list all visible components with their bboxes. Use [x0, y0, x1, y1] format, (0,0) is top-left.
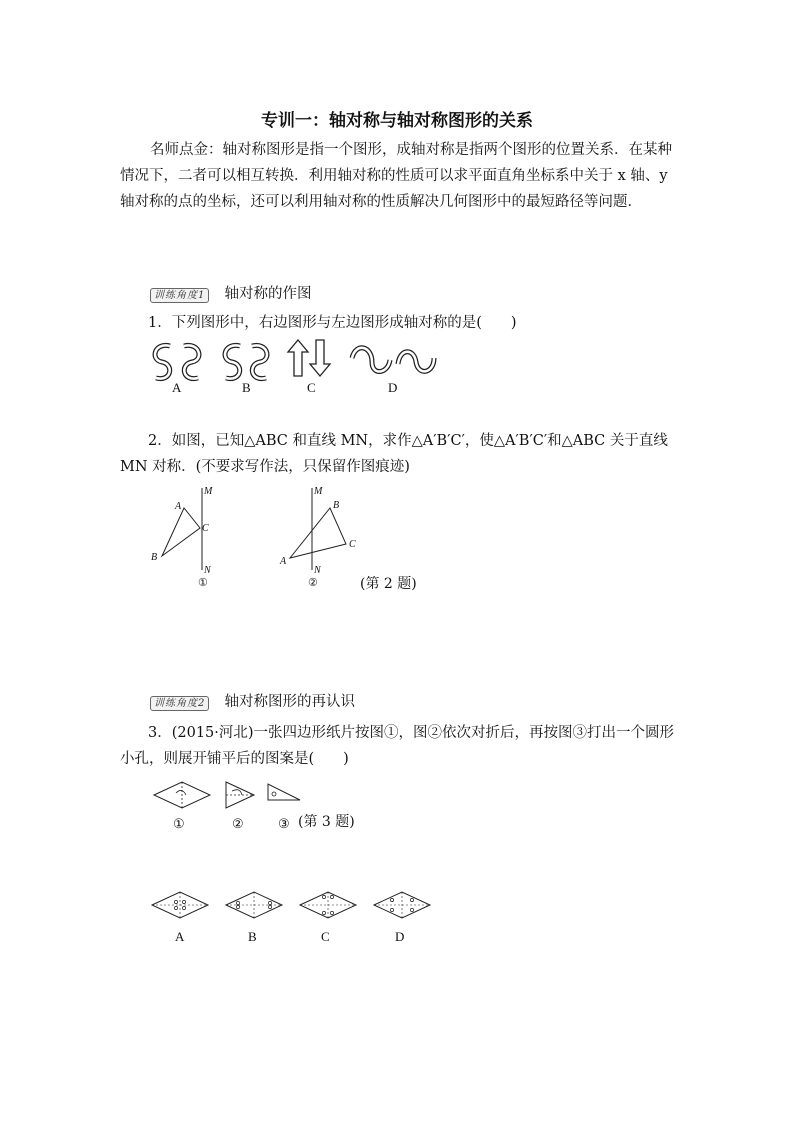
section-1-badge: 训练角度1 — [150, 288, 209, 303]
q1-label-a: A — [172, 380, 182, 395]
fig2-number: ② — [308, 577, 318, 589]
q1-option-c-figure — [288, 340, 330, 376]
intro-paragraph: 名师点金：轴对称图形是指一个图形，成轴对称是指两个图形的位置关系．在某种情况下，二者可以相互转换．利用轴对称的性质可以求平面直角坐标系中关于 x 轴、y 轴对称的点的坐标，还可以利用轴对称的性质解决几何图形中的最短路径等问题． — [120, 142, 672, 210]
fig1-label-c: C — [202, 523, 209, 534]
question-2-text: 2．如图，已知△ABC 和直线 MN，求作△A′B′C′，使△A′B′C′和△ABC 关于直线 MN 对称．(不要求写作法，只保留作图痕迹) — [120, 433, 668, 475]
question-3-text: 3．(2015·河北)一张四边形纸片按图①，图②依次对折后，再按图③打出一个圆形小孔，则展开铺平后的图案是( ) — [120, 725, 675, 767]
fig1-triangle — [162, 508, 200, 556]
fig1-label-m: M — [204, 486, 213, 497]
section-2-badge: 训练角度2 — [150, 696, 209, 711]
q3-caption: (第 3 题) — [298, 814, 355, 830]
q1-label-c: C — [307, 380, 316, 395]
fig2-label-n: N — [314, 565, 321, 576]
q3-option-b: B — [248, 929, 257, 944]
fig1-label-n: N — [204, 565, 211, 576]
q1-figures — [140, 336, 450, 392]
q3-option-c: C — [321, 929, 330, 944]
q3-step-3: ③ — [278, 816, 290, 831]
fig1-number: ① — [198, 577, 208, 589]
q2-figures — [140, 478, 370, 593]
q3-step-1: ① — [173, 816, 185, 831]
fig1-label-a: A — [175, 501, 182, 512]
fig2-label-c: C — [349, 539, 356, 550]
fig2-label-b: B — [333, 500, 340, 511]
fig2-label-a: A — [280, 556, 287, 567]
question-1-text: 1．下列图形中，右边图形与左边图形成轴对称的是( ) — [148, 315, 517, 331]
q2-caption: (第 2 题) — [360, 576, 417, 592]
q3-options-figures — [148, 888, 448, 924]
q3-option-d: D — [395, 929, 405, 944]
fig2-triangle — [290, 508, 346, 558]
q1-option-d-figure — [352, 348, 434, 372]
section-2-header — [150, 690, 355, 711]
page-title: 专训一：轴对称与轴对称图形的关系 — [261, 111, 533, 131]
q1-label-b: B — [242, 380, 251, 395]
section-1-header — [150, 282, 311, 303]
section-1-title: 轴对称的作图 — [224, 286, 312, 302]
q3-option-a: A — [175, 929, 185, 944]
q1-label-d: D — [388, 380, 398, 395]
section-2-title: 轴对称图形的再认识 — [224, 694, 355, 710]
q3-step-2: ② — [232, 816, 244, 831]
fig1-label-b: B — [151, 552, 158, 563]
fig2-label-m: M — [314, 486, 323, 497]
